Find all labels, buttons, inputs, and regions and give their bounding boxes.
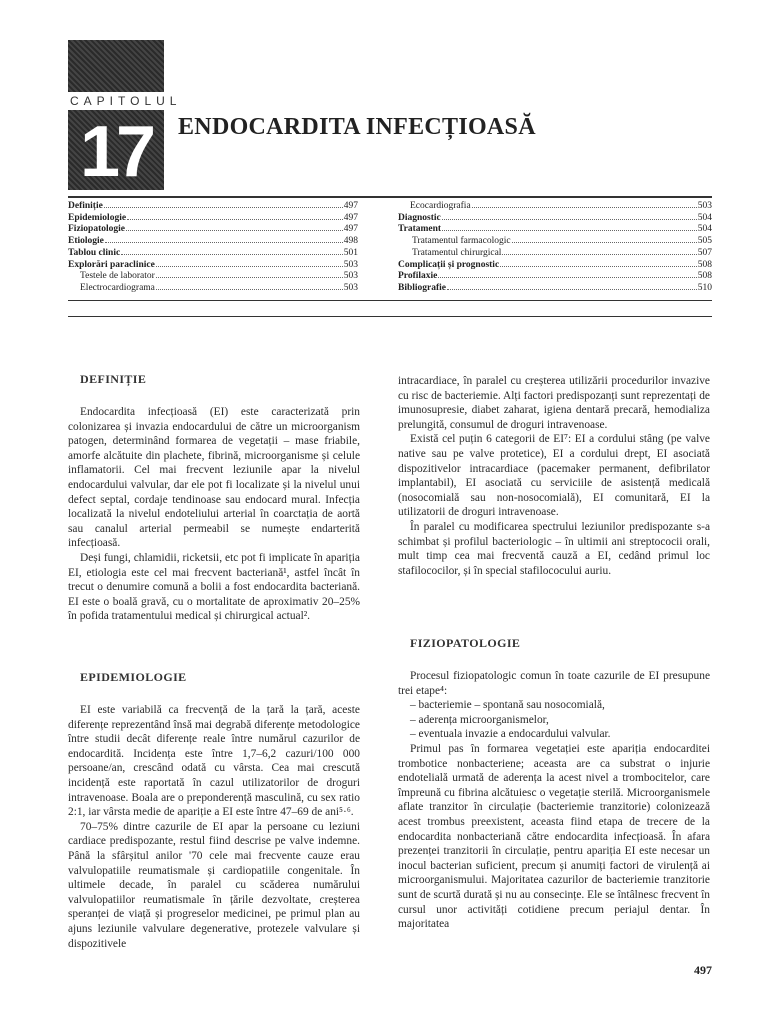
toc-leader-dots	[105, 242, 343, 243]
toc-entry-label: Tratamentul chirurgical	[412, 247, 502, 258]
chapter-label: CAPITOLUL	[70, 94, 182, 108]
toc-entry	[398, 260, 712, 272]
toc-entry-label: Tratamentul farmacologic	[412, 236, 511, 247]
toc-entry	[68, 224, 358, 236]
toc-entry	[398, 271, 712, 283]
section-fiziopatologie-body	[398, 669, 710, 932]
toc-entry-page: 497	[343, 212, 358, 223]
toc-leader-dots	[512, 242, 697, 243]
toc-entry-label: Tablou clinic	[68, 247, 121, 258]
toc-entry	[398, 213, 712, 225]
page-number: 497	[694, 963, 712, 977]
section-heading-fiziopatologie: FIZIOPATOLOGIE	[410, 636, 521, 650]
toc-leader-dots	[442, 230, 697, 231]
section-epidemiologie-body	[68, 703, 360, 951]
chapter-number: 17	[79, 112, 153, 192]
section-heading-definitie: DEFINIȚIE	[80, 372, 147, 386]
toc-entry	[398, 224, 712, 236]
toc-entry-page: 508	[697, 271, 712, 282]
paragraph: Procesul fiziopatologic comun în toate cazurile de EI presupune trei etape⁴:	[398, 670, 710, 697]
toc-entry-label: Diagnostic	[398, 212, 441, 223]
toc-entry-label: Bibliografie	[398, 282, 447, 293]
toc-right-column	[398, 201, 712, 295]
toc-entry-page: 503	[697, 201, 712, 211]
toc-entry-label: Complicații și prognostic	[398, 259, 500, 270]
toc-leader-dots	[156, 277, 343, 278]
toc-leader-dots	[500, 266, 697, 267]
toc-entry-page: 505	[697, 236, 712, 247]
toc-entry	[68, 271, 358, 283]
section-continued-body	[398, 374, 710, 578]
toc-entry-label: Explorări paraclinice	[68, 259, 155, 270]
toc-bottom-rule-2	[68, 316, 712, 317]
paragraph: intracardiace, în paralel cu creșterea utilizării procedurilor invazive cu risc de bacteriemie. Alți factori predispozanți sunt reprezentați de imunosupresie, diabet zaharat, igiena dentară precară, hemodializa prelungită, consumul de droguri intravenoase.	[398, 375, 710, 431]
toc-leader-dots	[447, 289, 697, 290]
paragraph: Există cel puțin 6 categorii de EI⁷: EI a cordului stâng (pe valve native sau pe valve protetice), EI a cordului drept, EI asociată dispozitivelor intracardiace (pacemaker permanent, defibrilator implantabil), EI asociată cu serviciile de asistență medicală (nosocomială sau non-nosocomială), EI comunitară, EI la utilizatorii de droguri intravenoase.	[398, 433, 710, 519]
toc-entry-label: Electrocardiograma	[80, 282, 155, 293]
paragraph: Endocardita infecțioasă (EI) este caracterizată prin colonizarea și invazia endocardului de către un microorganism patogen, determinând formarea de vegetații – mase friabile, amorfe alcătuite din plachete, fibrină, microorganisme și celule inflamatorii. Cel mai frecvent leziunile apar la nivelul endocardului valvular, dar ele pot fi localizate și la nivelul unui defect septal, cordaje tendinoase sau endocard mural. Infecția localizată la nivelul endoteliului arterial în coarctația de aortă sau canalul arterial permeabil se numește endarterită infecțioasă.	[68, 406, 360, 550]
toc-entry-label: Ecocardiografia	[410, 201, 471, 211]
toc-top-rule	[68, 196, 712, 198]
toc-entry-page: 503	[343, 259, 358, 270]
toc-leader-dots	[156, 266, 343, 267]
toc-entry-label: Profilaxie	[398, 271, 438, 282]
chapter-header-block	[68, 40, 164, 92]
paragraph: Primul pas în formarea vegetației este apariția endocarditei trombotice nonbacteriene; aceasta are ca substrat o injurie endotelială urmată de aderența la acest nivel a trombocitelor, care împreună cu fibrina alcătuiesc o vegetație sterilă. Microorganismele aflate tranzitor în circulație (bacteriemie tranzitorie) colonizează acest trombus preexistent, aceasta fiind etapa de trecere de la endocardita nonbacteriană către endocardita infecțioasă. În afara prezenței tranzitorii în circulație, pentru apariția EI este necesar un inocul bacterian suficient, precum și anumiți factori de virulență ai microorganismului. Majoritatea cazurilor de bacteriemie tranzitorie sunt de scurtă durată și nu au consecințe. Ele se întâlnesc frecvent în cursul unor activități cotidiene precum periajul dentar. În majoritatea	[398, 742, 710, 931]
toc-bottom-rule	[68, 300, 712, 301]
chapter-title: ENDOCARDITA INFECȚIOASĂ	[178, 114, 536, 140]
list-item: – aderența microorganismelor,	[410, 713, 549, 726]
toc-entry-page: 503	[343, 271, 358, 282]
toc-entry	[398, 236, 712, 248]
paragraph: EI este variabilă ca frecvență de la țară la țară, aceste diferențe reprezentând însă mai degrabă diferențe metodologice între studii decât diferențe reale între numărul cazurilor de endocardită. Incidența este între 1,7–6,2 cazuri/100 000 persoane/an, crescând odată cu vârsta. Cea mai crescută incidență este raportată în cazul utilizatorilor de droguri intravenoase. Boala are o preponderență masculină, cu sex ratio 2:1, iar vârsta medie de apariție a EI este între 47–69 de ani⁵·⁶.	[68, 704, 360, 819]
toc-leader-dots	[156, 289, 343, 290]
toc-entry-page: 497	[343, 201, 358, 211]
toc-entry-page: 498	[343, 236, 358, 247]
section-heading-epidemiologie: EPIDEMIOLOGIE	[80, 670, 187, 684]
toc-entry	[398, 201, 712, 213]
toc-leader-dots	[121, 254, 343, 255]
list-item: – eventuala invazie a endocardului valvular.	[410, 728, 611, 741]
toc-leader-dots	[502, 254, 696, 255]
toc-leader-dots	[127, 219, 343, 220]
toc-entry	[398, 248, 712, 260]
toc-entry-page: 504	[697, 224, 712, 235]
toc-entry-label: Etiologie	[68, 236, 104, 247]
toc-leader-dots	[472, 207, 697, 208]
toc-entry	[68, 213, 358, 225]
toc-entry-label: Definiție	[68, 201, 103, 211]
paragraph: În paralel cu modificarea spectrului leziunilor predispozante s-a schimbat și profilul bacteriologic – în ultimii ani streptococii orali, mult timp cea mai frecventă cauză a EI, cedând primul loc stafilococilor, și în special stafilococului auriu.	[398, 520, 710, 577]
toc-entry	[68, 236, 358, 248]
toc-leader-dots	[104, 207, 343, 208]
toc-entry-page: 503	[343, 282, 358, 293]
toc-entry	[68, 260, 358, 272]
toc-entry-page: 510	[697, 282, 712, 293]
toc-leader-dots	[126, 230, 343, 231]
toc-left-column	[68, 201, 358, 295]
paragraph: Deși fungi, chlamidii, ricketsii, etc pot fi implicate în apariția EI, etiologia este cel mai frecvent bacteriană¹, astfel încât în trecut o denumire comună a bolii a fost endocardita bacteriană. EI este o boală gravă, cu o mortalitate de aproximativ 20–25% în pofida tratamentului medical și chirurgical actual².	[68, 551, 360, 623]
toc-entry-page: 504	[697, 212, 712, 223]
toc-entry-label: Fiziopatologie	[68, 224, 125, 235]
list-item: – bacteriemie – spontană sau nosocomială,	[410, 699, 605, 712]
toc-entry-label: Epidemiologie	[68, 212, 127, 223]
section-definitie-body	[68, 405, 360, 624]
paragraph: 70–75% dintre cazurile de EI apar la persoane cu leziuni cardiace predispozante, restul fiind descrise pe valve indemne. Până la sfârșitul anilor '70 cele mai frecvente cauze erau valvulopatiile reumatismale și cardiopatiile congenitale. În ultimele decade, în paralel cu scăderea numărului valvulopatiilor reumatismale în țările dezvoltate, creșterea speranței de viață și progreselor medicinei, pe primul plan au ajuns leziunile valvulare degenerative, protezele valvulare și dispozitivele	[68, 820, 360, 950]
toc-entry-label: Testele de laborator	[80, 271, 155, 282]
toc-entry	[68, 283, 358, 295]
toc-entry	[68, 201, 358, 213]
toc-leader-dots	[442, 219, 697, 220]
toc-entry-page: 501	[343, 247, 358, 258]
toc-entry-label: Tratament	[398, 224, 442, 235]
toc-entry-page: 508	[697, 259, 712, 270]
toc-entry	[398, 283, 712, 295]
toc-entry	[68, 248, 358, 260]
toc-leader-dots	[438, 277, 696, 278]
toc-entry-page: 507	[697, 247, 712, 258]
toc-entry-page: 497	[343, 224, 358, 235]
